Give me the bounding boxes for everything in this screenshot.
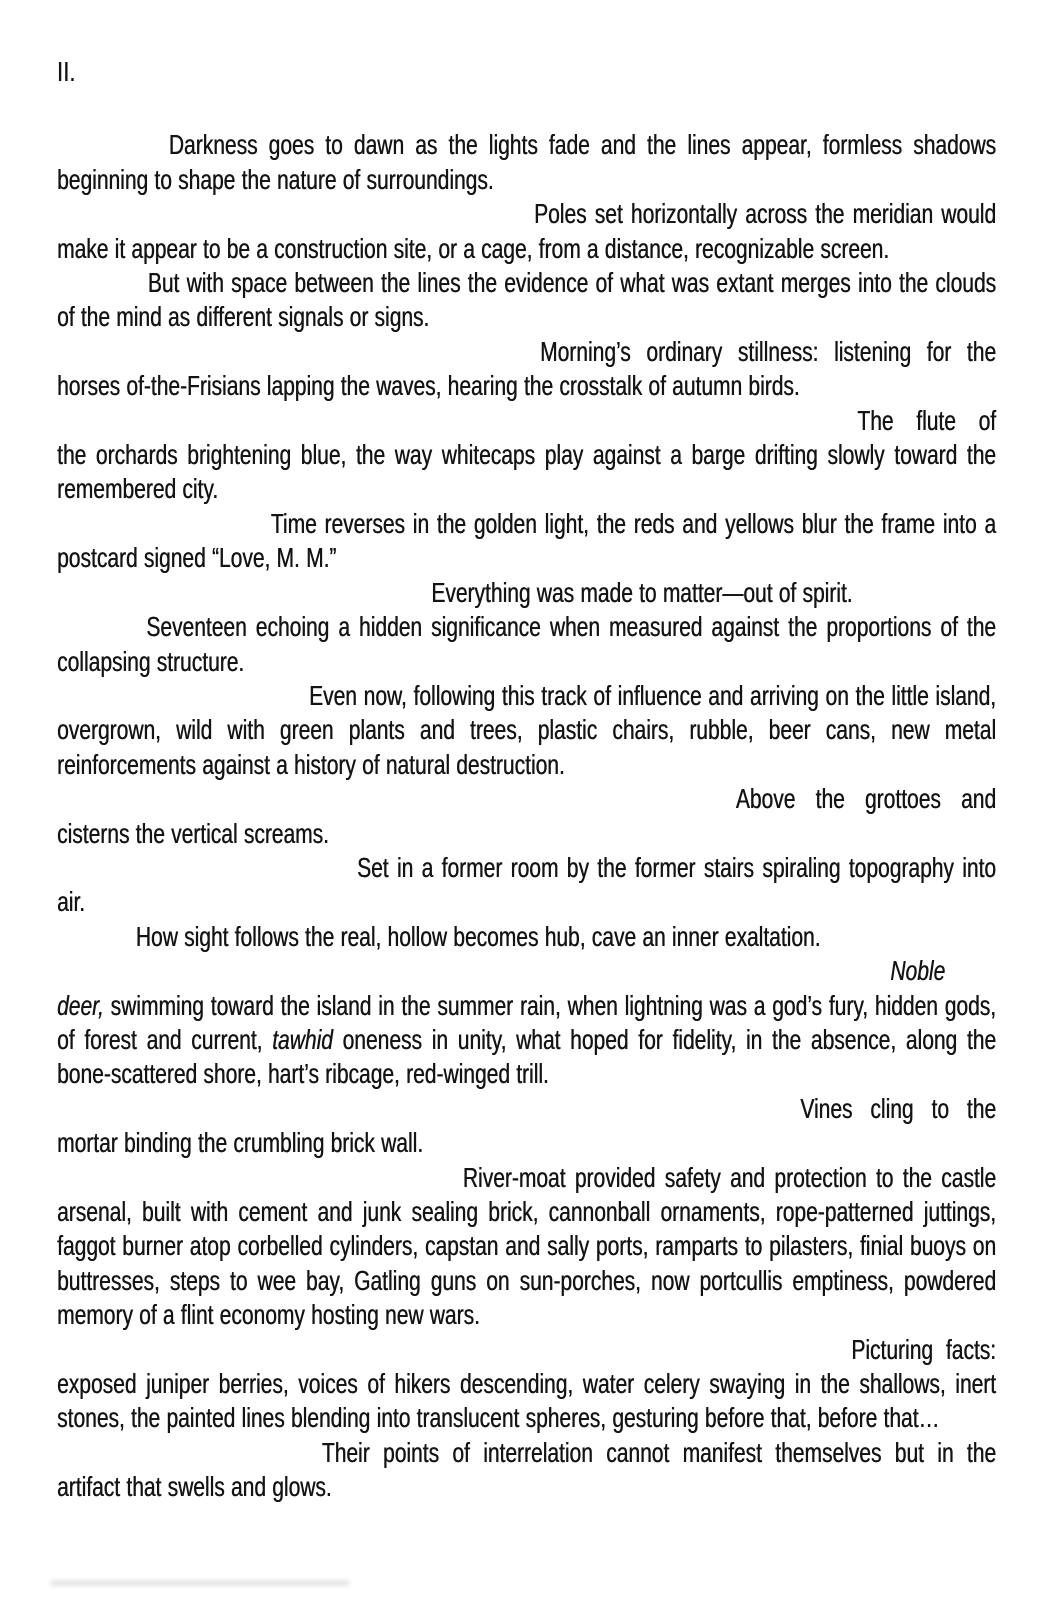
italic-phrase: Noble deer, xyxy=(57,955,946,1021)
poem-sentence xyxy=(57,610,996,679)
poem-sentence xyxy=(57,1092,996,1161)
text-segment: Their points of interrelation cannot manifest themselves but in the artifact that swells and glows. xyxy=(57,1436,996,1503)
text-block xyxy=(57,55,996,1505)
text-segment: Picturing facts: exposed juniper berries, voices of hikers descending, water celery swaying in the shallows, inert stones, the painted lines blending into translucent spheres, gesturing before that, before that… xyxy=(57,1333,996,1434)
text-segment: Poles set horizontally across the meridian would make it appear to be a construction site, or a cage, from a distance, recognizable screen. xyxy=(57,198,996,264)
text-segment: River-moat provided safety and protection to the castle arsenal, built with cement and junk sealing brick, cannonball ornaments, rope-patterned juttings, faggot burner atop corbelled cylinders, capstan and sally ports, ramparts to pilasters, finial buoys on buttresses, steps to wee bay, Gatling guns on sun-porches, now portcullis emptiness, powdered memory of a flint economy hosting new wars. xyxy=(57,1161,996,1331)
text-segment: Seventeen echoing a hidden significance when measured against the proportions of the collapsing structure. xyxy=(57,611,996,677)
poem-sentence xyxy=(57,851,996,920)
poem-sentence xyxy=(57,197,996,266)
text-segment: Everything was made to matter—out of spirit. xyxy=(431,576,853,608)
poem-sentence xyxy=(57,782,996,851)
text-segment: Above the grottoes and cisterns the vertical screams. xyxy=(57,783,996,849)
text-segment: oneness in unity, what hoped for fidelity, in the absence, along the bone-scattered shore, hart’s ribcage, red-winged trill. xyxy=(57,1023,997,1090)
italic-phrase: tawhid xyxy=(272,1023,333,1055)
text-segment: Darkness goes to dawn as the lights fade and the lines appear, formless shadows beginning to shape the nature of surroundings. xyxy=(57,129,996,195)
poem-sentence xyxy=(57,335,996,404)
poem-body xyxy=(57,128,996,1504)
poem-sentence xyxy=(57,507,996,576)
text-segment: How sight follows the real, hollow becomes hub, cave an inner exaltation. xyxy=(135,920,821,952)
poem-sentence xyxy=(57,1161,996,1333)
text-segment: Even now, following this track of influence and arriving on the little island, overgrown, wild with green plants and trees, plastic chairs, rubble, beer cans, new metal reinforcements against a history of natural destruction. xyxy=(57,679,996,780)
text-segment: The flute of the orchards brightening blue, the way whitecaps play against a barge drifting slowly toward the remembered city. xyxy=(57,404,996,505)
poem-sentence xyxy=(57,954,996,1092)
poem-sentence xyxy=(57,266,996,335)
section-heading: II. xyxy=(57,56,76,87)
poem-sentence xyxy=(57,920,996,954)
text-segment: Vines cling to the mortar binding the crumbling brick wall. xyxy=(57,1092,996,1159)
poem-sentence xyxy=(57,576,996,610)
scan-smudge-artifact xyxy=(50,1580,350,1586)
text-segment: Morning’s ordinary stillness: listening for the horses of-the-Frisians lapping the waves, hearing the crosstalk of autumn birds. xyxy=(57,335,996,402)
poem-sentence xyxy=(57,1333,996,1436)
poem-sentence xyxy=(57,128,996,197)
text-segment: Set in a former room by the former stairs spiraling topography into air. xyxy=(57,851,996,918)
poem-sentence xyxy=(57,1436,996,1505)
poem-sentence xyxy=(57,404,996,507)
text-segment: Time reverses in the golden light, the reds and yellows blur the frame into a postcard signed “Love, M. M.” xyxy=(57,507,996,574)
poem-sentence xyxy=(57,679,996,782)
text-segment: But with space between the lines the evidence of what was extant merges into the clouds of the mind as different signals or signs. xyxy=(57,267,996,333)
text-segment: swimming toward the island in the summer rain, when lightning was a god’s fury, hidden gods, of forest and current, xyxy=(57,989,996,1055)
